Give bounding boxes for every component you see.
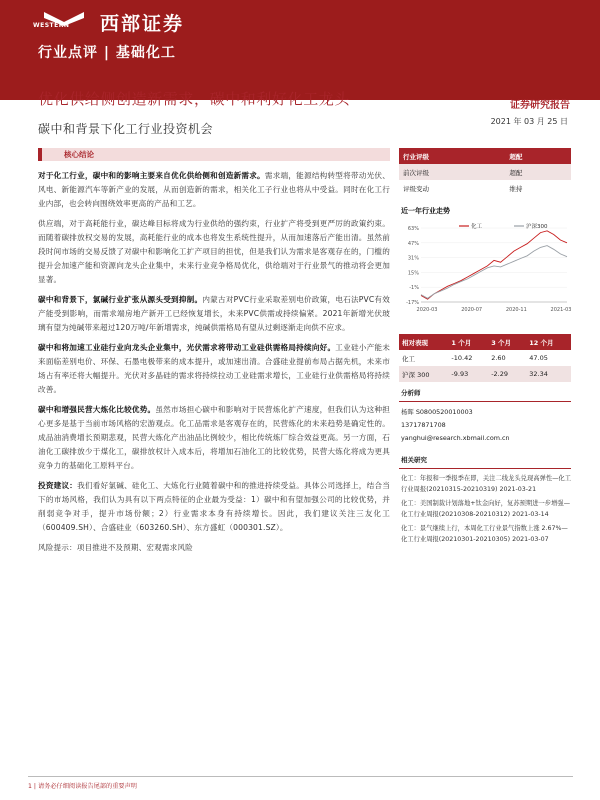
perf-row [399,366,571,382]
performance-table [399,334,571,382]
perf-cell: 沪深 300 [399,366,448,382]
page-subtitle: 碳中和背景下化工行业投资机会 [38,122,214,136]
report-type: 证券研究报告 [510,100,570,111]
perf-cell: 化工 [402,354,415,363]
body-paragraph: 供应端，对于高耗能行业，碳达峰目标将成为行业供给的强约束，行业扩产将受到更严厉的政策约束。而随着碳排放权交易的发展，高耗能行业的成本也将发生系统性提升，从而加速落后产能出清。虽然前段时间市场的交易反馈了对碳中和影响化工扩产项目的担忧，但是我们认为需求是客观存在的，门槛的提升会加速产能和资源向龙头企业集中，未来行业竞争格局优化，供给端对于行业景气的推动将会更加显著。 [38,219,390,284]
x-tick-label: 2020-11 [505,307,527,313]
perf-cell: -9.93 [448,366,488,382]
paragraph-list [38,169,390,555]
perf-cell: 2.60 [491,354,506,362]
perf-cell: 47.05 [529,354,548,362]
y-tick-label: 63% [407,226,419,232]
paragraph-lead: 碳中和背景下，氯碱行业扩张从源头受到抑制。 [38,295,203,304]
logo-subtitle: WESTERN [33,22,70,29]
paragraph-lead: 碳中和增强民营大炼化比较优势。 [38,405,156,414]
body-paragraph: 碳中和将加速工业硅行业向龙头企业集中，光伏需求将带动工业硅供需格局持续向好。工业硅小产能未来面临差别电价、环保、石墨电极带来的成本提升，或加速出清。合盛硅业提前布局占据先机，未来市场占有率还将大幅提升。光伏对多晶硅的需求将持续拉动工业硅需求增长，工业硅行业供需格局将持续改善。 [38,343,390,394]
body-paragraph: 对于化工行业，碳中和的影响主要来自优化供给侧和创造新需求。需求端，能源结构转型将带动光伏、风电、新能源汽车等新产业的发展，从而创造新的需求，相关化工子行业也将从中受益。同时在化工行业内部，也会转向围绕效率更高的产品和工艺。 [38,171,390,208]
divider [399,468,571,469]
analyst-email[interactable]: yanghui@research.xbmail.com.cn [401,434,510,442]
analyst-phone: 13717871708 [401,421,446,429]
x-tick-label: 2020-07 [461,307,483,313]
rating-row [399,148,571,164]
perf-header: 相对表现 [399,334,448,350]
rating-label: 前次评级 [399,164,505,180]
body-paragraph: 碳中和背景下，氯碱行业扩张从源头受到抑制。内蒙古对PVC行业采取差别电价政策，电石法PVC有效产能受到影响，而需求端房地产新开工已经恢复增长，未来PVC供需或持续偏紧。2021年新增光伏玻璃有望为纯碱带来超过120万吨/年新增需求，纯碱供需格局有望从过剩逐渐走向供不应求。 [38,295,390,332]
legend-label: 化工 [471,224,483,230]
trend-chart [399,220,571,320]
series-line-chemical [421,231,567,299]
legend-label: 沪深300 [526,224,548,230]
section-header [38,148,390,161]
x-tick-label: 2021-03 [550,307,571,313]
y-tick-label: 15% [407,270,419,277]
y-tick-label: -1% [409,285,419,292]
divider [399,401,571,402]
trend-chart-svg [399,220,571,320]
company-logo [28,8,218,34]
perf-header-row [399,334,571,350]
perf-row [399,350,571,366]
report-date: 2021 年 03 月 25 日 [490,117,568,126]
analyst-title: 分析师 [401,389,421,397]
perf-header: 12 个月 [526,334,571,350]
related-item[interactable]: 化工：年报和一季报季在即，关注二线龙头兑现高弹性—化工行业周报(20210315-20210319) 2021-03-21 [401,475,572,493]
body-paragraph: 投资建议：我们看好氯碱、硅化工、大炼化行业随着碳中和的推进持续受益。具体公司选择上，结合当下的市场风格，我们认为具有以下两点特征的企业最为受益：1）碳中和有望加强公司的比较优势，并削弱竞争对手，提升市场份额；2）行业需求本身有持续增长。因此，我们建议关注三友化工（600409.SH）、合盛硅业（603260.SH）、东方盛虹（000301.SZ）。 [38,481,390,532]
rating-label: 评级变动 [403,184,429,193]
y-tick-label: 31% [407,255,419,262]
perf-cell: 32.34 [526,366,571,382]
page-footer: 1 | 请务必仔细阅读报告尾部的重要声明 [28,776,573,790]
x-tick-label: 2020-03 [416,307,438,313]
section-title: 核心结论 [64,150,94,159]
page-title: 优化供给侧创造新需求，碳中和利好化工龙头 [38,90,351,108]
analyst-name: 杨晖 S0800520010003 [401,408,473,416]
paragraph-lead: 碳中和将加速工业硅行业向龙头企业集中，光伏需求将带动工业硅供需格局持续向好。 [38,343,336,352]
paragraph-lead: 对于化工行业，碳中和的影响主要来自优化供给侧和创造新需求。 [38,171,265,180]
perf-cell: -2.29 [488,366,526,382]
core-conclusions [38,148,390,561]
y-tick-label: 47% [407,240,419,247]
sidebar [399,148,571,548]
rating-value: 超配 [505,148,571,164]
rating-row [399,164,571,180]
paragraph-lead: 投资建议： [38,481,78,490]
related-item[interactable]: 化工：景气继续上行，本周化工行业景气指数上涨 2.67%—化工行业周报(20210301-20210305) 2021-03-07 [401,525,568,543]
logo-name: 西部证券 [100,13,185,35]
report-header [0,0,600,100]
rating-row [399,180,571,196]
series-line-csi300 [421,246,567,299]
body-paragraph: 风险提示：项目推进不及预期、宏观需求风险 [38,543,193,552]
rating-value: 超配 [505,164,571,180]
rating-table [399,148,571,196]
perf-header: 3 个月 [488,334,526,350]
rating-value: 维持 [509,184,523,193]
perf-cell: -10.42 [451,354,473,362]
perf-header: 1 个月 [448,334,488,350]
related-item[interactable]: 化工：美国制裁计划落地+钛金向好，复苏预期进一步增强—化工行业周报(20210308-20210312) 2021-03-14 [401,500,570,518]
y-tick-label: -17% [406,300,419,306]
related-title: 相关研究 [401,456,427,464]
trend-label: 近一年行业走势 [401,207,450,215]
rating-label: 行业评级 [399,148,505,164]
body-paragraph: 碳中和增强民营大炼化比较优势。虽然市场担心碳中和影响对于民营炼化扩产速度，但我们认为这种担心更多是基于当前市场风格的宏游观点。化工品需求是客观存在的，民营炼化的未来趋势是确定性的。成品油消费增长预期悲观，民营大炼化产出油品比例较少，相比传统炼厂综合效益更高。另一方面，石油化工碳排放少于煤化工，碳排放权计入成本后，将增加石油化工的比较优势，民营大炼化将成为更具竞争力的基础化工原料平台。 [38,405,390,470]
report-category: 行业点评 | 基础化工 [38,45,176,61]
